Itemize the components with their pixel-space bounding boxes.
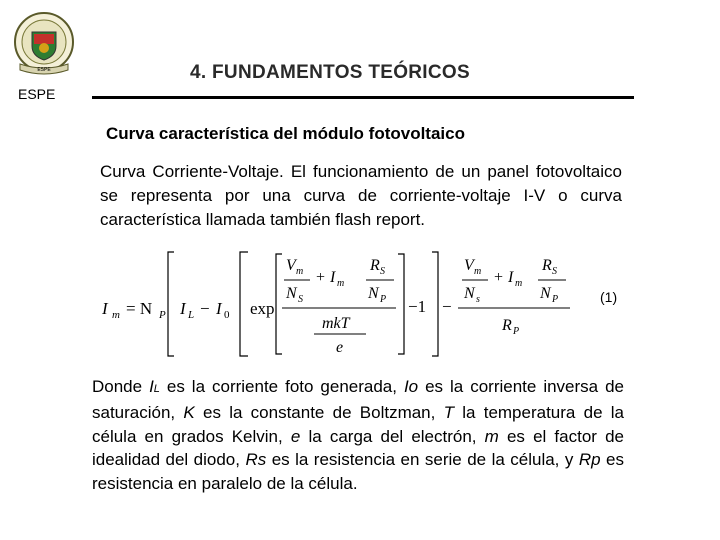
eq-il: I xyxy=(180,299,186,318)
sym-e: e xyxy=(290,426,301,446)
body-text-2: es la corriente foto generada, xyxy=(159,377,404,396)
sym-rp: Rp xyxy=(578,450,601,470)
eq-im-2: I xyxy=(508,269,514,286)
eq-rs: R xyxy=(370,257,380,274)
page-title: 4. FUNDAMENTOS TEÓRICOS xyxy=(190,62,470,83)
body-text-6: la carga del electrón, xyxy=(300,426,485,446)
eq-np-sub: P xyxy=(159,309,166,321)
sym-m: m xyxy=(484,426,499,446)
eq-im-sub: m xyxy=(337,278,345,289)
eq-mkt: mkT xyxy=(322,315,350,332)
eq-i0: I xyxy=(216,299,222,318)
iv-equation xyxy=(96,248,636,360)
sym-t: T xyxy=(443,403,454,423)
sym-il-base: I xyxy=(149,377,154,396)
body-text-3: es la corriente inversa de saturación, xyxy=(92,377,624,423)
eq-plus: + xyxy=(316,269,326,286)
body-text-5: la temperatura de la célula en grados Kelvin, xyxy=(92,403,624,446)
section-subtitle: Curva característica del módulo fotovoltaico xyxy=(106,124,465,143)
sym-rs: Rs xyxy=(245,450,267,470)
body-text-8: es la resistencia en serie de la célula, y xyxy=(266,450,579,470)
eq-np: = N xyxy=(126,299,153,318)
logo-ribbon-text: ESPE xyxy=(37,67,51,73)
eq-il-sub: L xyxy=(188,309,195,321)
body-text-7: es el factor de idealidad del diodo, xyxy=(92,426,624,470)
body-text-1: Donde xyxy=(92,377,150,396)
eq-i0-sub: 0 xyxy=(224,309,230,321)
eq-rs-2: R xyxy=(542,257,552,274)
title-rule xyxy=(92,96,634,99)
eq-np-2: N xyxy=(540,285,551,302)
eq-np-2-sub: P xyxy=(552,294,559,305)
eq-e: e xyxy=(336,339,344,356)
eq-minus-one: −1 xyxy=(408,297,427,316)
sym-il-sub: L xyxy=(153,383,160,395)
sym-il xyxy=(149,377,160,396)
definitions-paragraph xyxy=(92,375,624,495)
eq-vm-2-sub: m xyxy=(474,266,482,277)
eq-vm: V xyxy=(286,257,296,274)
eq-im-2-sub: m xyxy=(515,278,523,289)
espe-logo xyxy=(10,10,78,78)
eq-ns-sub: S xyxy=(298,294,303,305)
eq-rp-sub: P xyxy=(513,326,520,337)
eq-lhs: I xyxy=(102,299,108,318)
intro-paragraph: Curva Corriente-Voltaje. El funcionamiento de un panel fotovoltaico se representa por una curva de corriente-voltaje I-V o curva característica llamada también flash report. xyxy=(100,162,622,229)
eq-rs-sub: S xyxy=(380,266,385,277)
body-text-4: es la constante de Boltzman, xyxy=(194,403,444,423)
eq-np-den: N xyxy=(368,285,379,302)
eq-im: I xyxy=(330,269,336,286)
sym-k: K xyxy=(183,403,195,423)
logo-caption: ESPE xyxy=(18,86,56,102)
eq-ns-2: N xyxy=(464,285,475,302)
eq-ns-2-sub: s xyxy=(476,294,480,305)
equation-number: (1) xyxy=(600,289,618,305)
eq-np-den-sub: P xyxy=(380,294,387,305)
body-text-9: es resistencia en paralelo de la célula. xyxy=(92,450,624,493)
eq-vm-sub: m xyxy=(296,266,304,277)
sym-io: Io xyxy=(403,377,419,396)
eq-minus-2: − xyxy=(442,297,452,316)
eq-plus-2: + xyxy=(494,269,504,286)
eq-ns: N xyxy=(286,285,297,302)
eq-rs-2-sub: S xyxy=(552,266,557,277)
eq-vm-2: V xyxy=(464,257,474,274)
eq-exp: exp xyxy=(250,299,275,318)
eq-rp: R xyxy=(502,317,512,334)
eq-minus: − xyxy=(200,299,210,318)
eq-lhs-sub: m xyxy=(112,309,120,321)
